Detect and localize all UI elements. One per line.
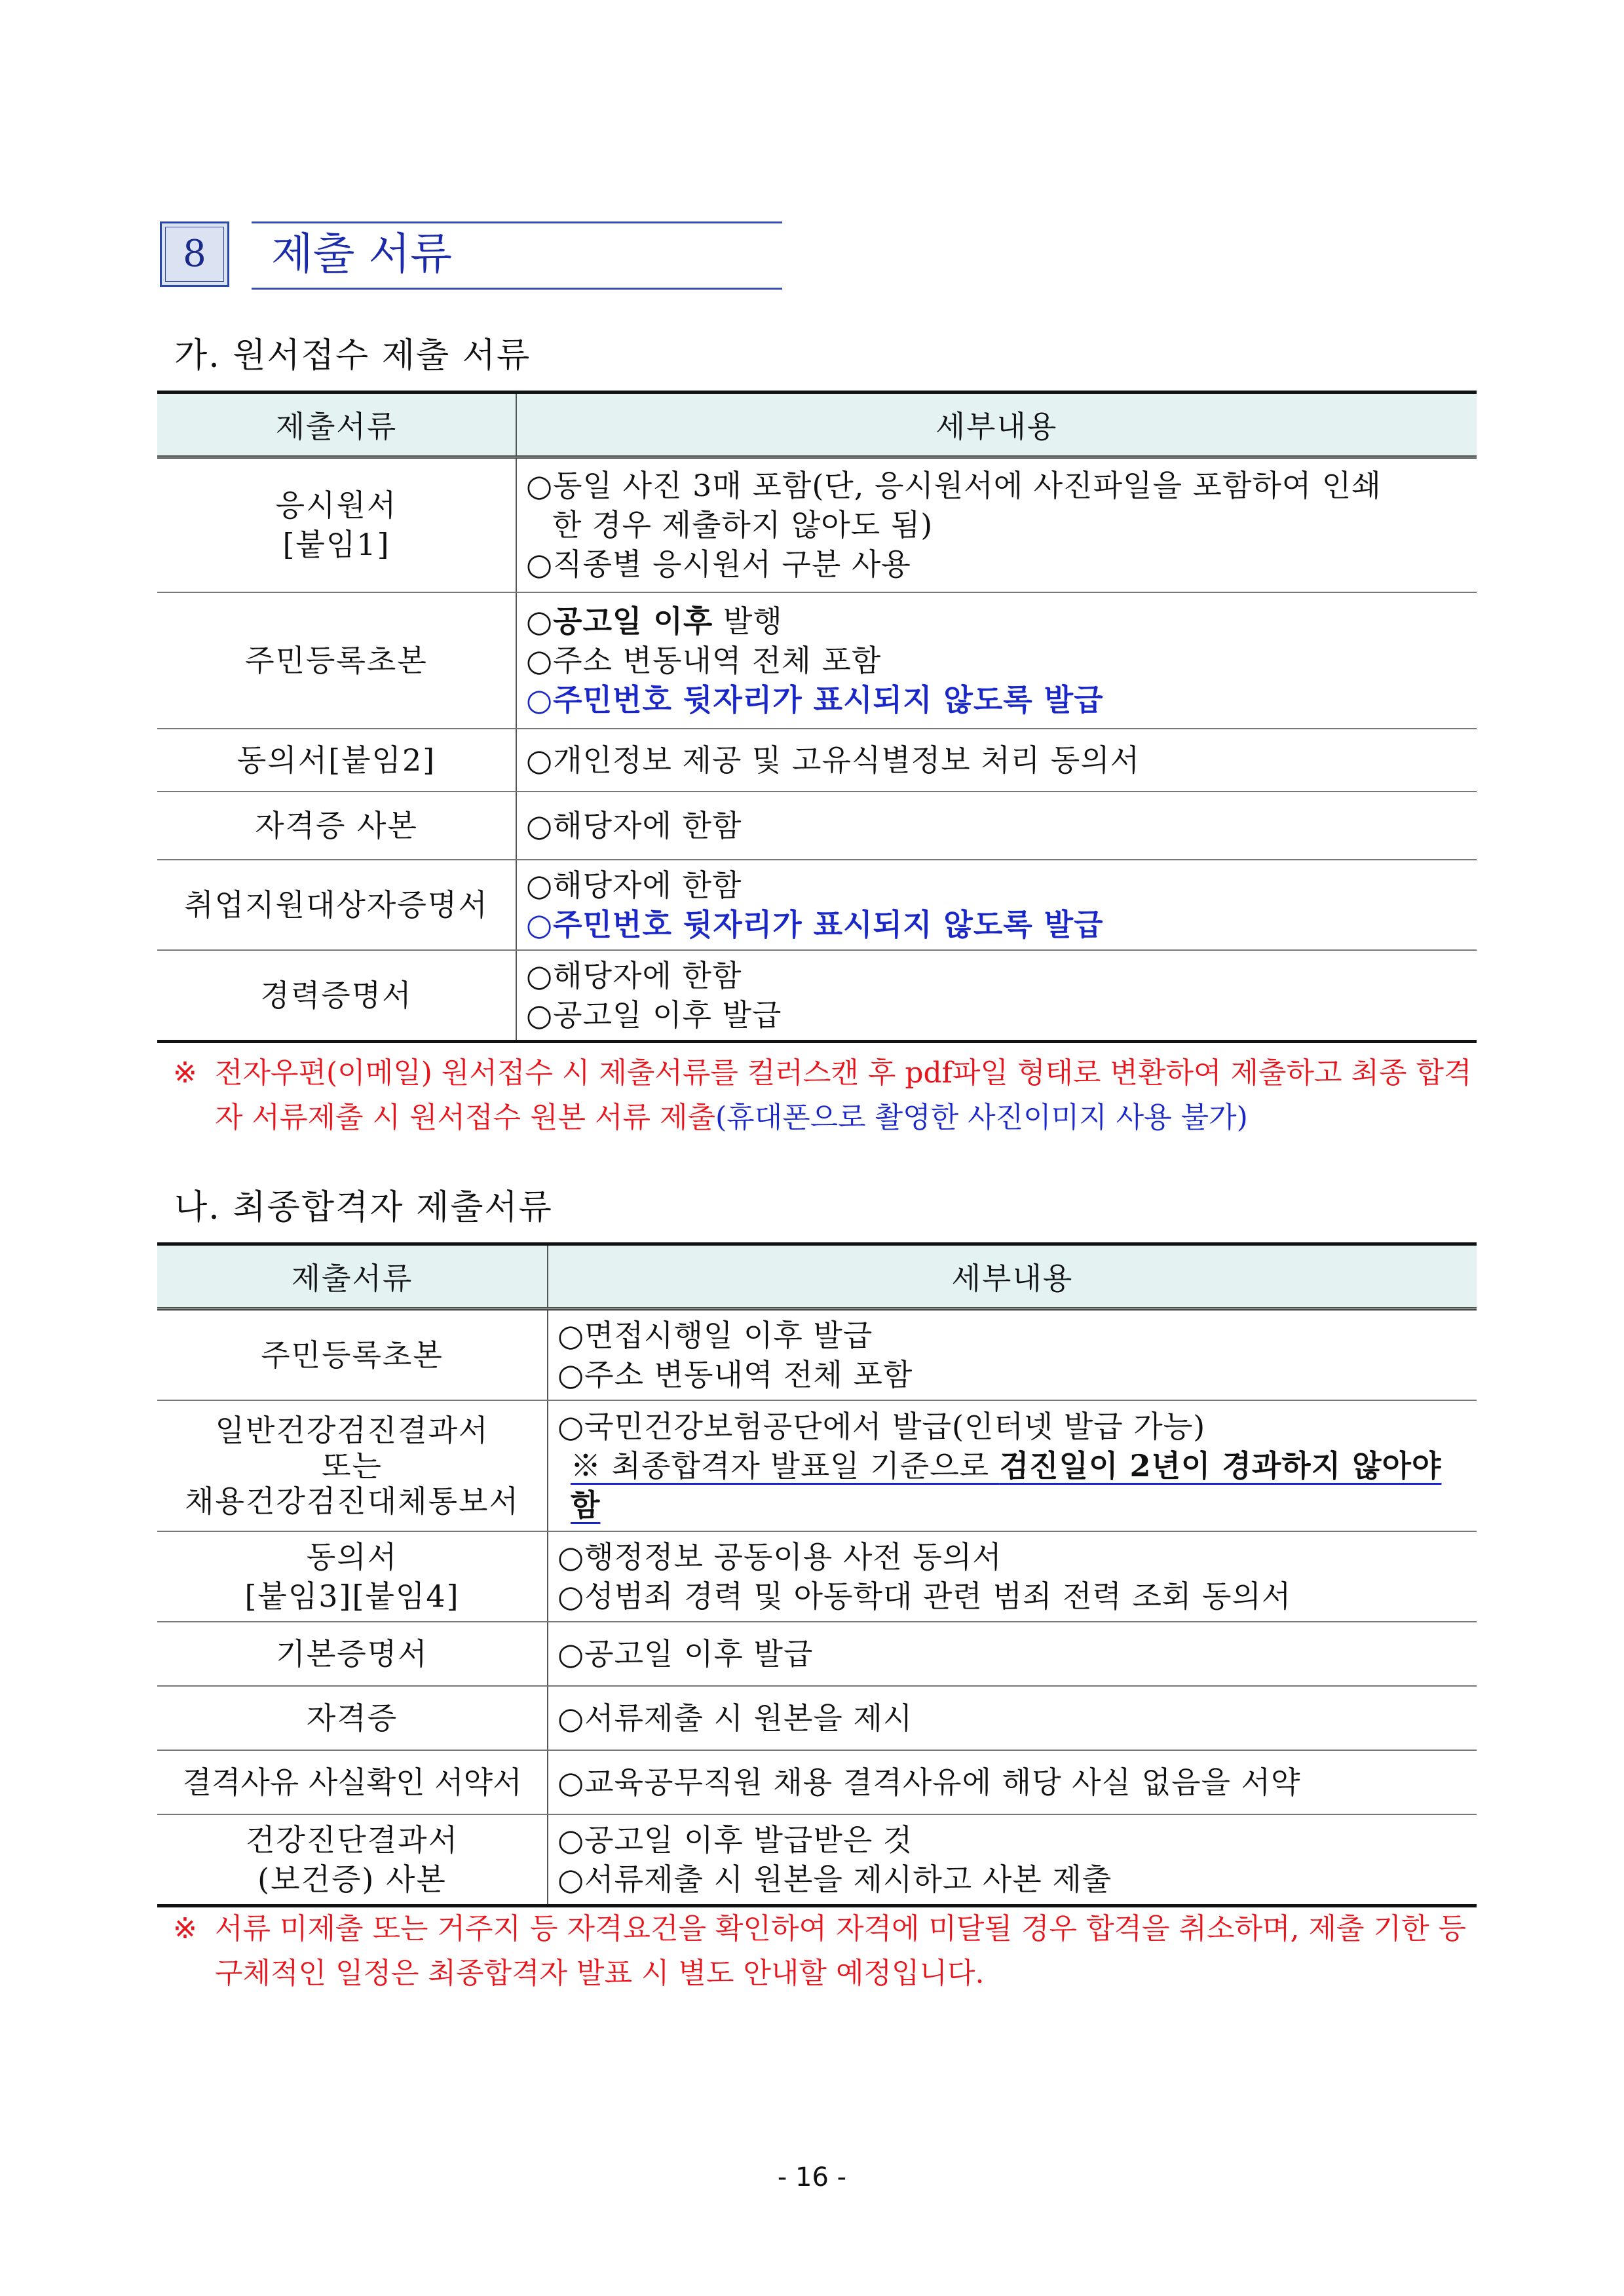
subheading-a: 가. 원서접수 제출 서류: [174, 336, 531, 375]
page-number: - 16 -: [777, 2162, 847, 2192]
document-name-cell: 동의서 [붙임3][붙임4]: [157, 1531, 548, 1622]
table-row: [157, 1622, 1477, 1686]
section-number: 8: [160, 221, 229, 287]
table-row: [157, 1400, 1477, 1531]
table-row: [157, 457, 1477, 592]
details-cell: ○면접시행일 이후 발급 ○주소 변동내역 전체 포함: [548, 1309, 1477, 1401]
section-title: 제출 서류: [252, 221, 782, 287]
table-row: [157, 1814, 1477, 1906]
column-header-details: 세부내용: [516, 392, 1477, 457]
table-row: [157, 1531, 1477, 1622]
document-name-cell: 기본증명서: [157, 1622, 548, 1686]
table-row: [157, 1750, 1477, 1814]
column-header-document: 제출서류: [157, 392, 516, 457]
table-row: [157, 592, 1477, 729]
table-row: [157, 1686, 1477, 1750]
table-row: [157, 729, 1477, 792]
document-name-cell: 취업지원대상자증명서: [157, 860, 516, 950]
details-cell: ○동일 사진 3매 포함(단, 응시원서에 사진파일을 포함하여 인쇄 한 경우 제출하지 않아도 됨) ○직종별 응시원서 구분 사용: [516, 457, 1477, 592]
document-name-cell: 건강진단결과서 (보건증) 사본: [157, 1814, 548, 1906]
details-cell: ○해당자에 한함 ○공고일 이후 발급: [516, 950, 1477, 1042]
note-final: ※ 서류 미제출 또는 거주지 등 자격요건을 확인하여 자격에 미달될 경우 합격을 취소하며, 제출 기한 등 구체적인 일정은 최종합격자 발표 시 별도 안내할 예정입니다.: [173, 1912, 1466, 1990]
table-header-row: [157, 392, 1477, 457]
column-header-document: 제출서류: [157, 1244, 548, 1309]
details-cell: ○서류제출 시 원본을 제시: [548, 1686, 1477, 1750]
details-cell: ○개인정보 제공 및 고유식별정보 처리 동의서: [516, 729, 1477, 792]
table-final-documents: [157, 1242, 1477, 1907]
details-cell: ○해당자에 한함: [516, 792, 1477, 860]
table-header-row: [157, 1244, 1477, 1309]
document-name-cell: 경력증명서: [157, 950, 516, 1042]
details-cell: ○공고일 이후 발행 ○주소 변동내역 전체 포함 ○주민번호 뒷자리가 표시되지 않도록 발급: [516, 592, 1477, 729]
table-row: [157, 860, 1477, 950]
document-name-cell: 주민등록초본: [157, 1309, 548, 1401]
details-cell: ○해당자에 한함 ○주민번호 뒷자리가 표시되지 않도록 발급: [516, 860, 1477, 950]
document-name-cell: 자격증 사본: [157, 792, 516, 860]
section-header: [160, 221, 782, 294]
details-cell: ○공고일 이후 발급받은 것 ○서류제출 시 원본을 제시하고 사본 제출: [548, 1814, 1477, 1906]
details-cell: ○국민건강보험공단에서 발급(인터넷 발급 가능) ※ 최종합격자 발표일 기준으로 검진일이 2년이 경과하지 않아야 함: [548, 1400, 1477, 1531]
details-cell: ○교육공무직원 채용 결격사유에 해당 사실 없음을 서약: [548, 1750, 1477, 1814]
table-application-documents: [157, 391, 1477, 1043]
document-name-cell: 자격증: [157, 1686, 548, 1750]
table-row: [157, 792, 1477, 860]
details-cell: ○행정정보 공동이용 사전 동의서 ○성범죄 경력 및 아동학대 관련 범죄 전력 조회 동의서: [548, 1531, 1477, 1622]
note-application: ※ 전자우편(이메일) 원서접수 시 제출서류를 컬러스캔 후 pdf파일 형태로 변환하여 제출하고 최종 합격자 서류제출 시 원서접수 원본 서류 제출(휴대폰으로 촬영한 사진이미지 사용 불가): [173, 1056, 1472, 1134]
document-name-cell: 동의서[붙임2]: [157, 729, 516, 792]
details-cell: ○공고일 이후 발급: [548, 1622, 1477, 1686]
subheading-b: 나. 최종합격자 제출서류: [174, 1188, 553, 1227]
table-row: [157, 1309, 1477, 1401]
column-header-details: 세부내용: [548, 1244, 1477, 1309]
table-row: [157, 950, 1477, 1042]
document-name-cell: 일반건강검진결과서 또는 채용건강검진대체통보서: [157, 1400, 548, 1531]
document-name-cell: 응시원서 [붙임1]: [157, 457, 516, 592]
document-name-cell: 결격사유 사실확인 서약서: [157, 1750, 548, 1814]
document-name-cell: 주민등록초본: [157, 592, 516, 729]
